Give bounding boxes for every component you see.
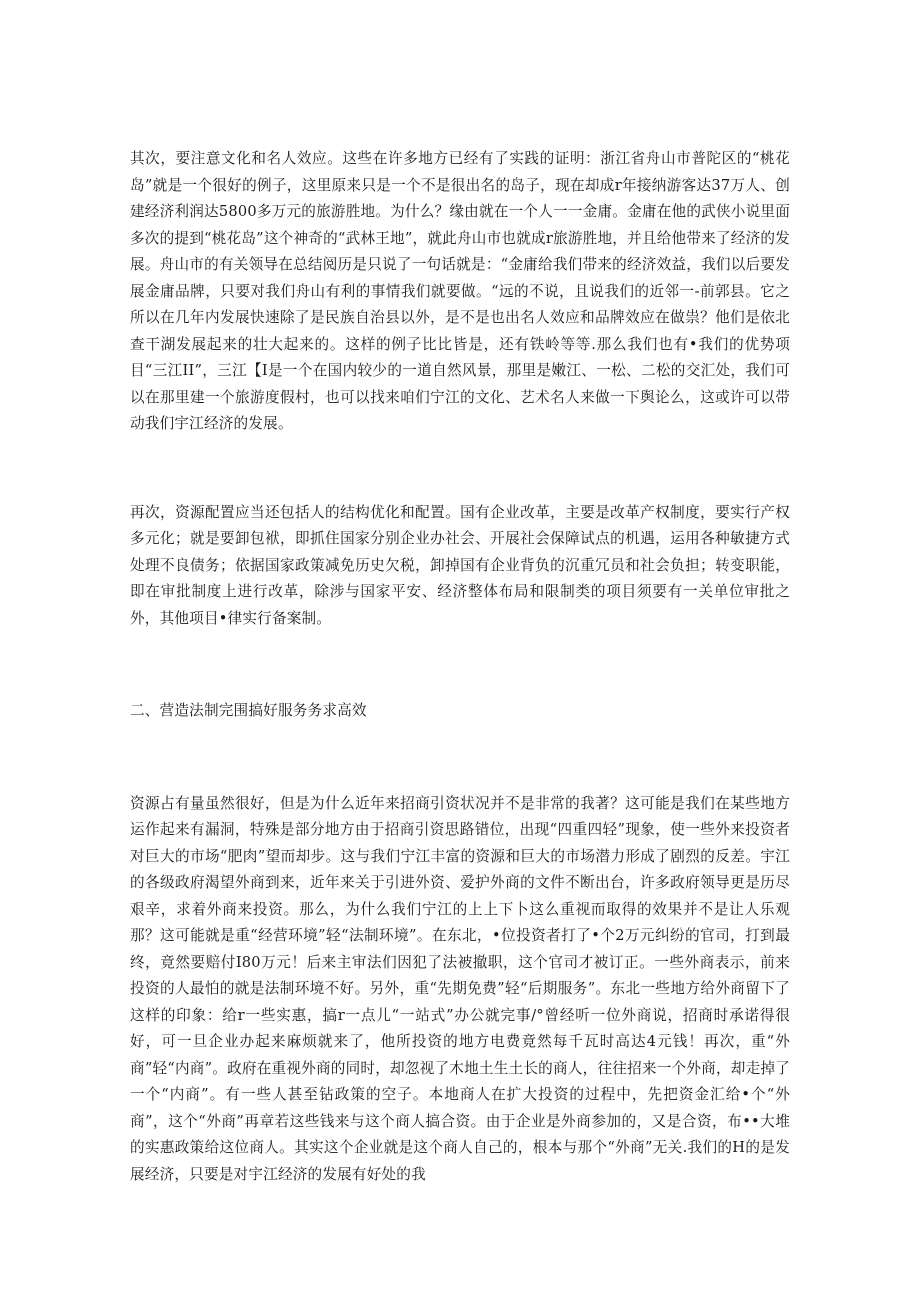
paragraph-investment-environment: 资源占有量虽然很好，但是为什么近年来招商引资状况并不是非常的我著？这可能是我们在某些地方运作起来有漏洞，特殊是部分地方由于招商引资思路错位，出现“四重四轻”现象，使一些外来投资者对巨大的市场“肥肉”望而却步。这与我们宁江丰富的资源和巨大的市场潜力形成了剧烈的反差。宇江的各级政府渴望外商到来，近年来关于引进外资、爱护外商的文件不断出台，许多政府领导更是历尽艰辛，求着外商来投资。那么，为什么我们宁江的上上下卜这么重视而取得的效果并不是让人乐观那？这可能就是重“经营环境”轻“法制环境”。在东北，•位投资者打了•个2万元纠纷的官司，打到最终，竟然要赔付I80万元！后来主审法们因犯了法被撤职，这个官司才被订正。一些外商表示，前来投资的人最怕的就是法制环境不好。另外，重“先期免费”轻“后期服务”。东北一些地方给外商留下了这样的印象：给r一些实惠，搞r一点儿“一站式”办公就完事/°曾经听一位外商说，招商时承诺得很好，可一旦企业办起来麻烦就来了，他所投资的地方电费竟然每千瓦时高达4元钱！再次，重“外商”轻“内商”。政府在重视外商的同时，却忽视了木地土生土长的商人，往往招来一个外商，却走掉了一个“内商”。有一些人甚至钻政策的空子。本地商人在扩大投资的过程中，先把资金汇给•个“外商”，这个“外商”再章若这些钱来与这个商人搞合资。由于企业是外商参加的，又是合资，布••大堆的实惠政策给这位商人。其实这个企业就是这个商人自己的，根本与那个“外商”无关.我们的H的是发展经济，只要是对宇江经济的发展有好处的我: [130, 794, 790, 1183]
paragraph-culture-celebrity: 其次，要注意文化和名人效应。这些在许多地方已经有了实践的证明：浙江省舟山市普陀区的“桃花岛”就是一个很好的例子，这里原来只是一个不是很出名的岛子，现在却成r年接纳游客达37万人、创建经济利润达5800多万元的旅游胜地。为什么？缘由就在一个人一一金庸。金庸在他的武侠小说里面多次的提到“桃花岛”这个神奇的“武林王地”，就此舟山市也就成r旅游胜地，并且给他带来了经济的发展。舟山市的有关领导在总结阅历是只说了一句话就是：“金庸给我们带来的经济效益，我们以后要发展金庸品牌，只要对我们舟山有利的事情我们就要做。“远的不说，且说我们的近邻一-前郭县。它之所以在几年内发展快速除了是民族自治县以外，是不是也出名人效应和品牌效应在做祟？他们是依北查干湖发展起来的壮大起来的。这样的例子比比皆是，还有铁岭等等.那么我们也有•我们的优势项目“三江II”，三江【I是一个在国内较少的一道自然风景，那里是嫩江、一松、二松的交汇处，我们可以在那里建一个旅游度假村，也可以找来咱们宁江的文化、艺术名人来做一下舆论么，这或许可以带动我们宇江经济的发展。: [130, 150, 790, 432]
paragraph-resource-allocation: 再次，资源配置应当还包括人的结构优化和配置。国有企业改革，主要是改革产权制度，要实行产权多元化；就是要卸包袱，即抓住国家分别企业办社会、开展社会保障试点的机遇，运用各种敏捷方式处理不良债务；依据国家政策减免历史欠税，卸掉国有企业背负的沉重冗员和社会负担；转变职能，即在审批制度上进行改革，除涉与国家平安、经济整体布局和限制类的项目须要有一关单位审批之外，其他项目•律实行备案制。: [130, 503, 790, 627]
section-heading: 二、营造法制完围搞好服务务求高效: [130, 702, 367, 719]
document-page: [130, 146, 790, 1188]
